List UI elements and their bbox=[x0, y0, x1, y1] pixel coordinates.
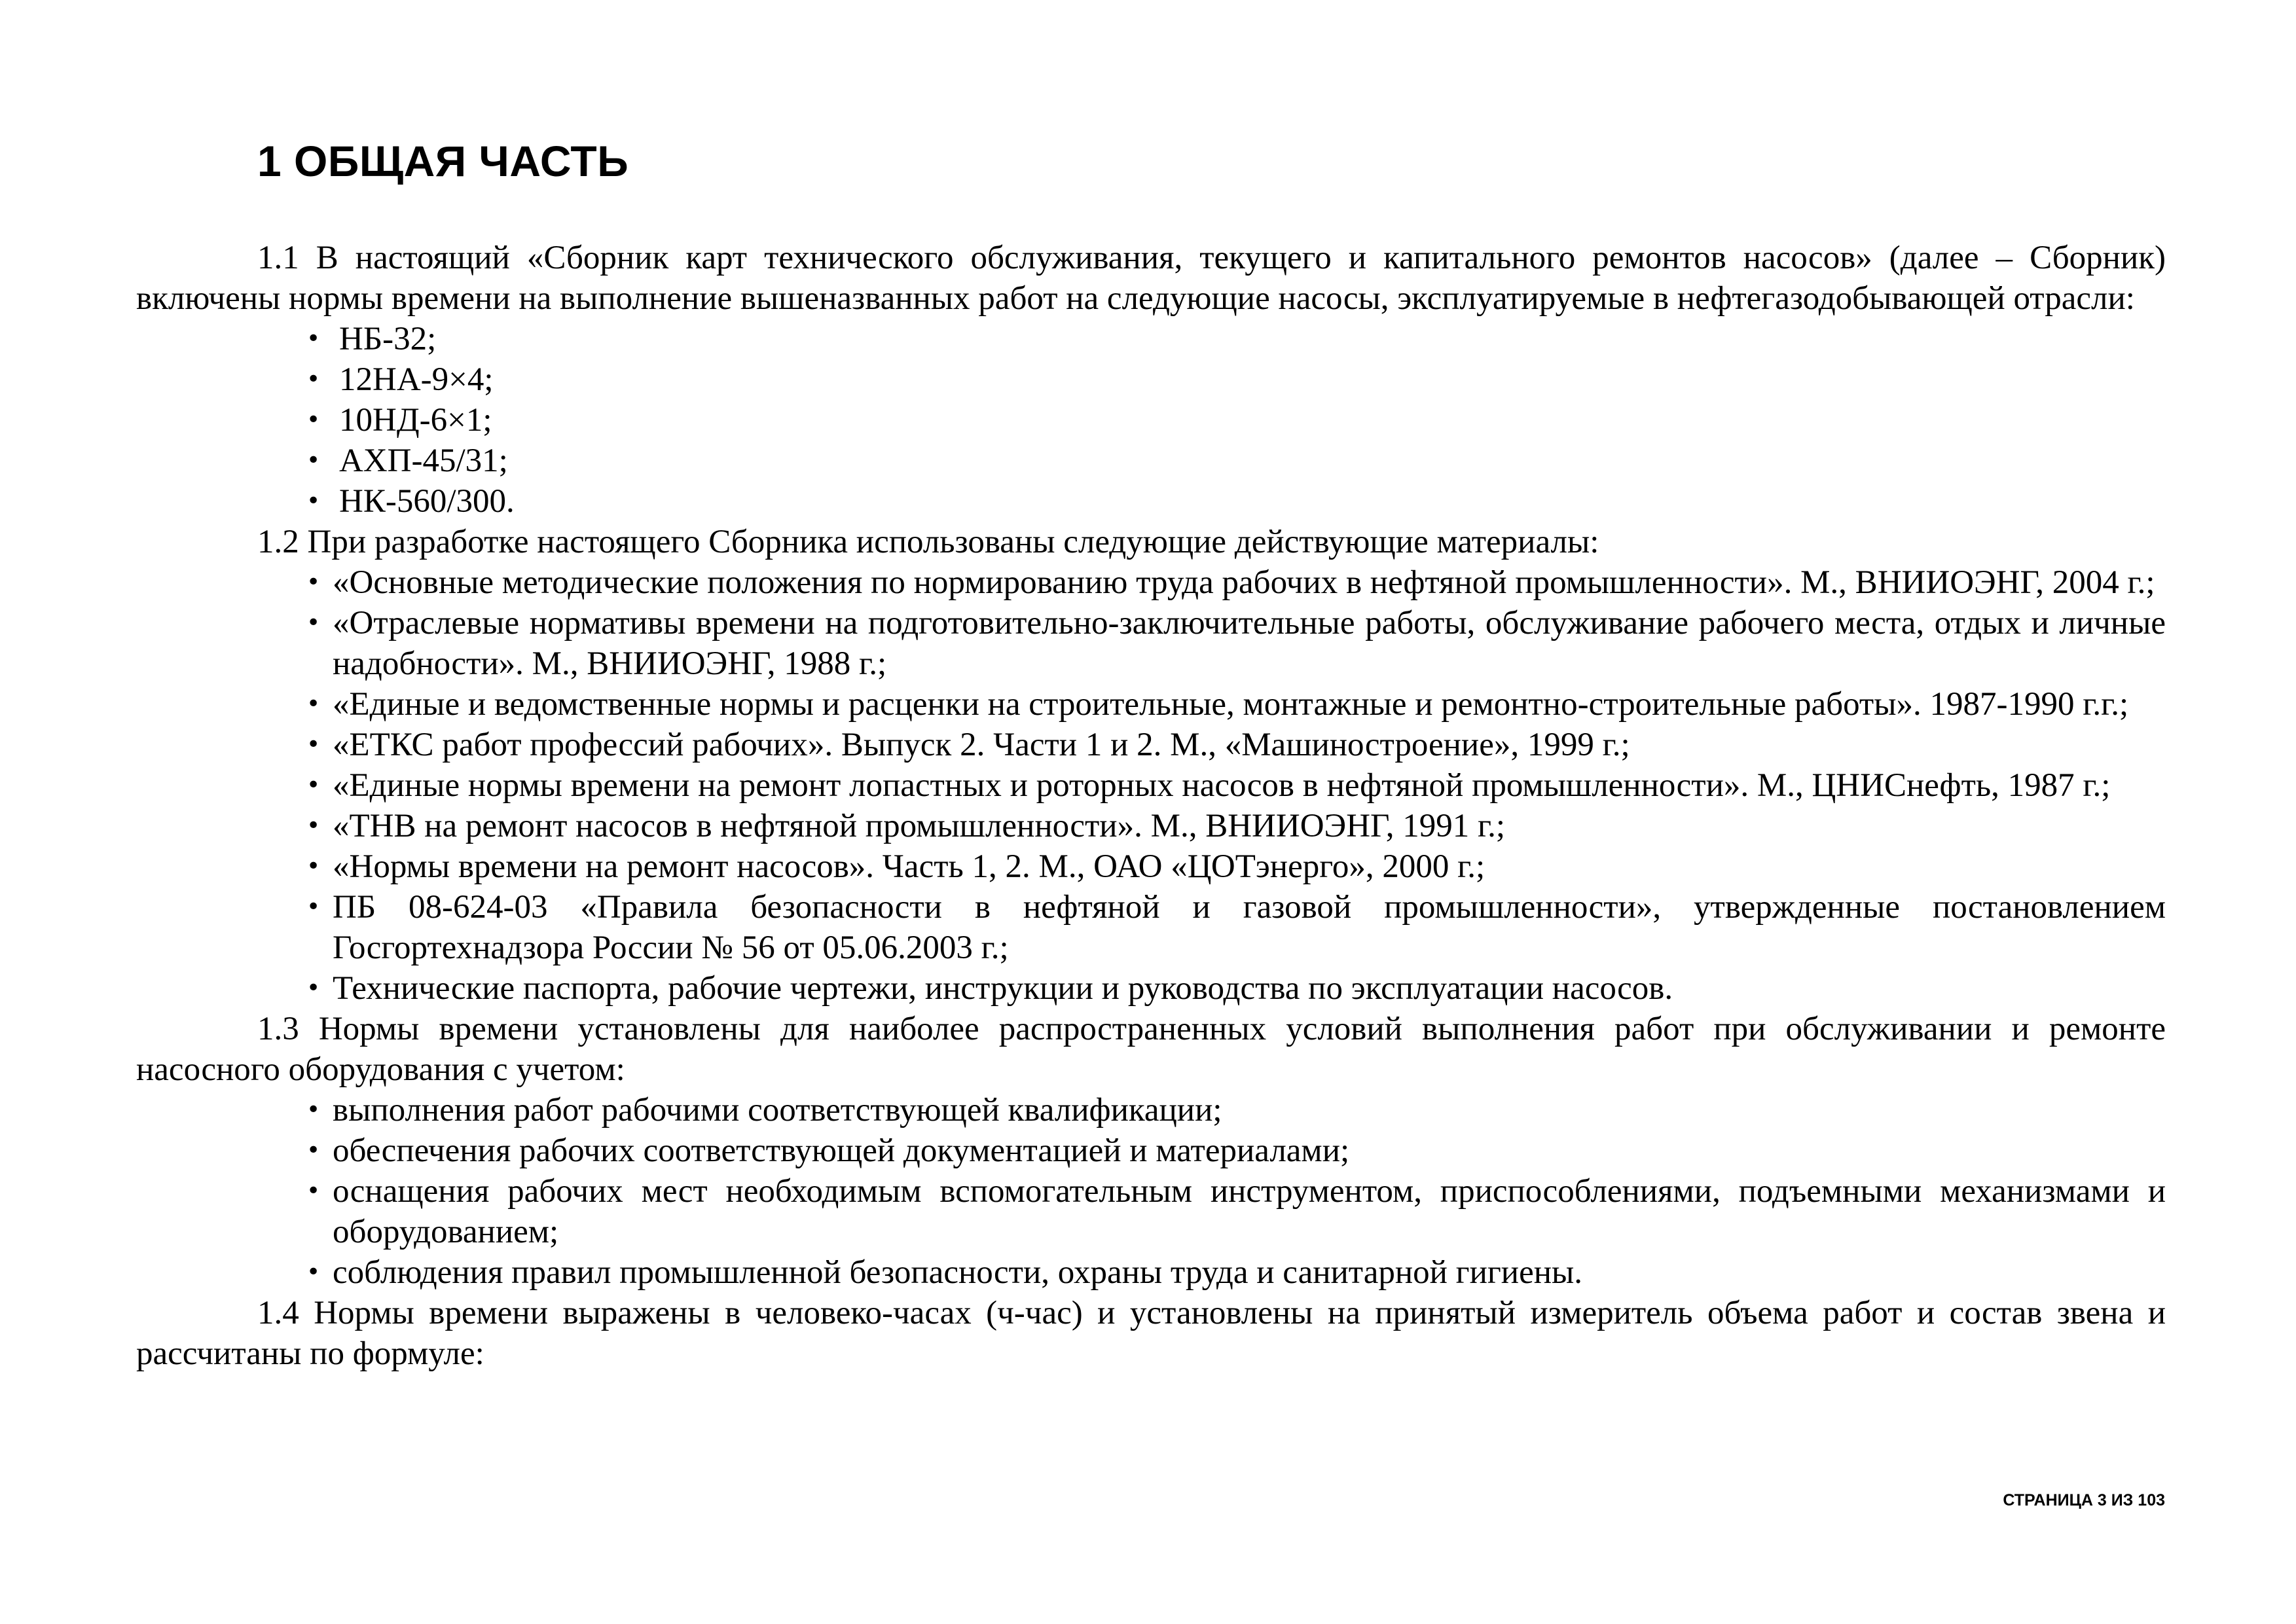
bullet-icon: • bbox=[306, 731, 321, 758]
list-item bbox=[306, 968, 2166, 1009]
list-item-text: НБ-32; bbox=[339, 321, 437, 357]
list-item bbox=[306, 400, 2166, 441]
list-item bbox=[306, 684, 2166, 725]
page-title: 1 ОБЩАЯ ЧАСТЬ bbox=[257, 137, 629, 185]
list-item bbox=[306, 319, 2166, 359]
list-item bbox=[306, 359, 2166, 400]
bullet-icon: • bbox=[306, 893, 321, 920]
bullet-icon: • bbox=[306, 325, 321, 352]
bullet-icon: • bbox=[306, 366, 321, 393]
list-item bbox=[306, 1252, 2166, 1293]
list-item bbox=[306, 765, 2166, 806]
paragraph-1-3: 1.3 Нормы времени установлены для наиболее распространенных условий выполнения работ при обслуживании и ремонте насосного оборудования с учетом: bbox=[136, 1011, 2166, 1088]
bullet-icon: • bbox=[306, 609, 321, 636]
bullet-icon: • bbox=[306, 691, 321, 717]
list-item-text: соблюдения правил промышленной безопасности, охраны труда и санитарной гигиены. bbox=[333, 1254, 1583, 1291]
materials-list bbox=[136, 562, 2166, 1009]
pump-list bbox=[136, 319, 2166, 522]
list-item bbox=[306, 603, 2166, 684]
bullet-icon: • bbox=[306, 772, 321, 799]
bullet-icon: • bbox=[306, 569, 321, 596]
list-item-text: «ТНВ на ремонт насосов в нефтяной промышленности». М., ВНИИОЭНГ, 1991 г.; bbox=[333, 808, 1506, 844]
bullet-icon: • bbox=[306, 1259, 321, 1286]
list-item-text: «Единые и ведомственные нормы и расценки на строительные, монтажные и ремонтно-строительные работы». 1987-1990 г.г.; bbox=[333, 686, 2129, 723]
list-item-text: «Отраслевые нормативы времени на подготовительно-заключительные работы, обслуживание рабочего места, отдых и личные надобности». М., ВНИИОЭНГ, 1988 г.; bbox=[333, 605, 2166, 682]
list-item-text: выполнения работ рабочими соответствующей квалификации; bbox=[333, 1092, 1222, 1128]
list-item bbox=[306, 725, 2166, 765]
bullet-icon: • bbox=[306, 1137, 321, 1164]
list-item-text: ПБ 08-624-03 «Правила безопасности в нефтяной и газовой промышленности», утвержденные постановлением Госгортехнадзора России № 56 от 05.06.2003 г.; bbox=[333, 889, 2166, 966]
list-item-text: обеспечения рабочих соответствующей документацией и материалами; bbox=[333, 1132, 1350, 1169]
list-item bbox=[306, 562, 2166, 603]
paragraph-1-4: 1.4 Нормы времени выражены в человеко-часах (ч-час) и установлены на принятый измеритель объема работ и состав звена и рассчитаны по формуле: bbox=[136, 1295, 2166, 1372]
list-item-text: «ЕТКС работ профессий рабочих». Выпуск 2. Части 1 и 2. М., «Машиностроение», 1999 г.; bbox=[333, 727, 1630, 763]
list-item-text: 12НА-9×4; bbox=[339, 361, 494, 398]
list-item-text: «Единые нормы времени на ремонт лопастных и роторных насосов в нефтяной промышленности». М., ЦНИСнефть, 1987 г.; bbox=[333, 767, 2111, 804]
list-item bbox=[306, 846, 2166, 887]
list-item-text: «Основные методические положения по нормированию труда рабочих в нефтяной промышленности». М., ВНИИОЭНГ, 2004 г.; bbox=[333, 564, 2155, 601]
bullet-icon: • bbox=[306, 447, 321, 474]
list-item bbox=[306, 1171, 2166, 1252]
list-item bbox=[306, 441, 2166, 481]
paragraph-1-1: 1.1 В настоящий «Сборник карт технического обслуживания, текущего и капитального ремонтов насосов» (далее – Сборник) включены нормы времени на выполнение вышеназванных работ на следующие насосы, эксплуатируемые в нефтегазодобывающей отрасли: bbox=[136, 240, 2166, 317]
bullet-icon: • bbox=[306, 1096, 321, 1123]
list-item-text: 10НД-6×1; bbox=[339, 402, 492, 439]
list-item-text: «Нормы времени на ремонт насосов». Часть 1, 2. М., ОАО «ЦОТэнерго», 2000 г.; bbox=[333, 848, 1485, 885]
page-number: СТРАНИЦА 3 ИЗ 103 bbox=[2003, 1491, 2165, 1509]
list-item-text: АХП-45/31; bbox=[339, 442, 508, 479]
list-item-text: Технические паспорта, рабочие чертежи, инструкции и руководства по эксплуатации насосов. bbox=[333, 970, 1673, 1007]
list-item bbox=[306, 1130, 2166, 1171]
conditions-list bbox=[136, 1090, 2166, 1293]
bullet-icon: • bbox=[306, 488, 321, 514]
list-item bbox=[306, 481, 2166, 522]
bullet-icon: • bbox=[306, 853, 321, 880]
bullet-icon: • bbox=[306, 812, 321, 839]
list-item bbox=[306, 806, 2166, 846]
bullet-icon: • bbox=[306, 975, 321, 1001]
list-item-text: оснащения рабочих мест необходимым вспомогательным инструментом, приспособлениями, подъемными механизмами и оборудованием; bbox=[333, 1173, 2166, 1250]
paragraph-1-2: 1.2 При разработке настоящего Сборника использованы следующие действующие материалы: bbox=[257, 524, 1599, 560]
document-body bbox=[136, 238, 2166, 1374]
bullet-icon: • bbox=[306, 1178, 321, 1204]
list-item bbox=[306, 887, 2166, 968]
list-item bbox=[306, 1090, 2166, 1130]
bullet-icon: • bbox=[306, 406, 321, 433]
list-item-text: НК-560/300. bbox=[339, 483, 515, 520]
